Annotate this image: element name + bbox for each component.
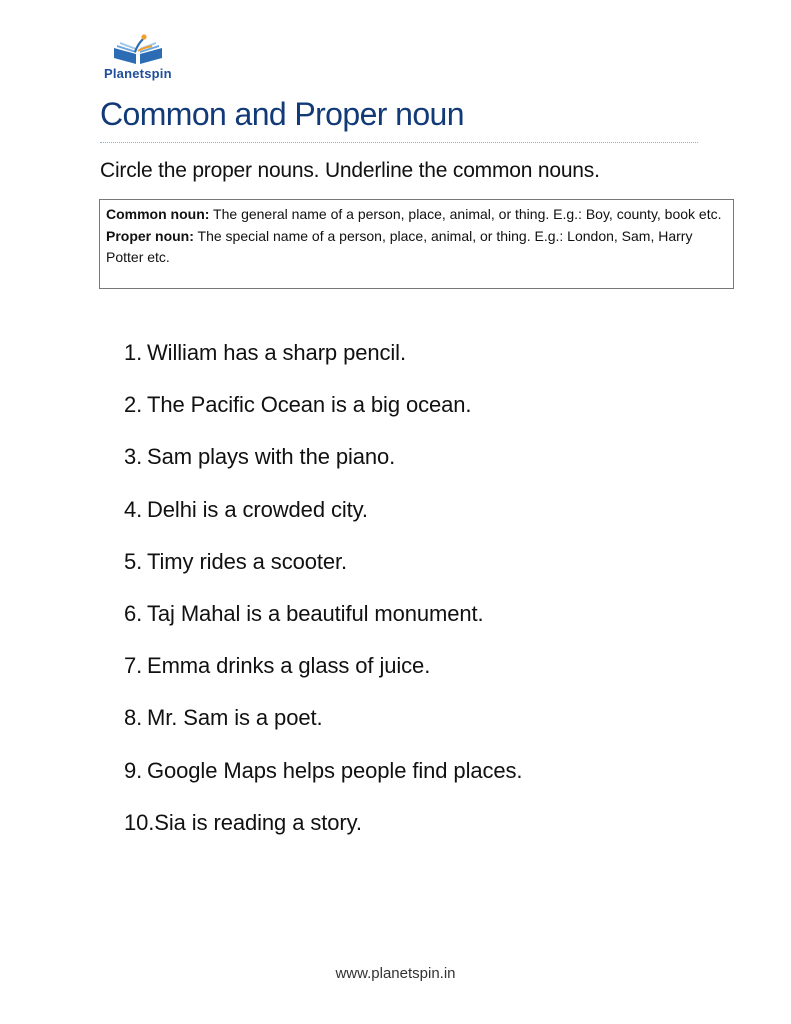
question-item <box>124 545 522 597</box>
footer-url: www.planetspin.in <box>335 965 456 982</box>
question-number: 2. <box>124 392 143 418</box>
instructions: Circle the proper nouns. Underline the common nouns. <box>100 159 600 182</box>
question-item <box>124 806 522 858</box>
question-list <box>124 336 522 858</box>
question-item <box>124 649 522 701</box>
page-title: Common and Proper noun <box>100 96 464 132</box>
question-item <box>124 493 522 545</box>
question-text: Sia is reading a story. <box>154 809 362 835</box>
question-text: Mr. Sam is a poet. <box>147 705 323 731</box>
title-divider <box>100 142 698 143</box>
question-text: William has a sharp pencil. <box>147 340 406 365</box>
question-text: Taj Mahal is a beautiful monument. <box>147 600 484 626</box>
proper-noun-term: Proper noun: <box>106 227 194 244</box>
question-item <box>124 754 522 806</box>
proper-noun-definition <box>106 226 727 269</box>
question-item <box>124 388 522 440</box>
question-item <box>124 701 522 753</box>
question-text: Delhi is a crowded city. <box>147 496 368 522</box>
question-number: 8. <box>124 705 143 731</box>
question-text: Google Maps helps people find places. <box>147 757 523 783</box>
question-number: 6. <box>124 600 143 626</box>
question-item <box>124 597 522 649</box>
question-text: Emma drinks a glass of juice. <box>147 653 431 679</box>
question-text: Sam plays with the piano. <box>147 444 396 470</box>
common-noun-text: The general name of a person, place, animal, or thing. E.g.: Boy, county, book etc. <box>209 206 722 222</box>
logo-text: Planetspin <box>104 66 172 81</box>
question-number: 1. <box>124 340 143 365</box>
common-noun-term: Common noun: <box>106 206 210 222</box>
question-item <box>124 336 522 388</box>
question-number: 7. <box>124 653 143 679</box>
question-number: 10. <box>124 809 155 835</box>
proper-noun-text: The special name of a person, place, animal, or thing. E.g.: London, Sam, Harry Potter etc. <box>106 227 693 265</box>
question-number: 5. <box>124 548 143 574</box>
question-text: Timy rides a scooter. <box>147 548 348 574</box>
question-number: 4. <box>124 496 143 522</box>
question-text: The Pacific Ocean is a big ocean. <box>147 392 472 418</box>
common-noun-definition <box>106 204 727 226</box>
planetspin-logo <box>100 30 180 85</box>
question-item <box>124 440 522 492</box>
question-number: 3. <box>124 444 143 470</box>
open-book-with-figure-icon <box>112 34 164 66</box>
question-number: 9. <box>124 757 143 783</box>
definition-box <box>99 199 734 289</box>
